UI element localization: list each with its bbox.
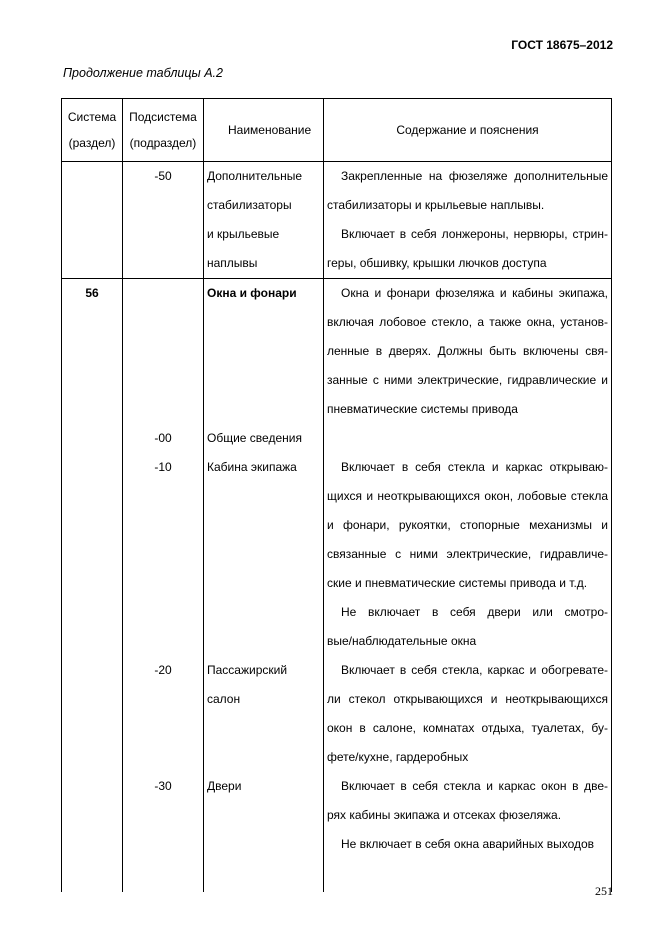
header-subsystem: Подсистема (подраздел)	[123, 99, 204, 162]
table-header-row	[62, 99, 612, 162]
cell-subsystem: -00	[123, 424, 204, 453]
cell-name: Двери	[204, 772, 324, 892]
classification-table	[61, 98, 612, 892]
cell-name: Пассажирский салон	[204, 656, 324, 772]
cell-system	[62, 162, 123, 279]
table-row	[62, 279, 612, 425]
cell-name: Кабина экипажа	[204, 453, 324, 656]
page-number: 251	[595, 884, 613, 898]
cell-subsystem	[123, 279, 204, 425]
header-name: Наименование	[204, 99, 324, 162]
cell-name: Окна и фонари	[204, 279, 324, 425]
cell-subsystem: -30	[123, 772, 204, 892]
table-row	[62, 424, 612, 453]
header-content: Содержание и пояснения	[324, 99, 612, 162]
table-row	[62, 162, 612, 279]
cell-subsystem: -10	[123, 453, 204, 656]
cell-system	[62, 424, 123, 453]
cell-subsystem: -20	[123, 656, 204, 772]
table-row	[62, 453, 612, 656]
cell-subsystem: -50	[123, 162, 204, 279]
cell-name: Общие сведения	[204, 424, 324, 453]
cell-system	[62, 453, 123, 656]
cell-content: Включает в себя стекла, каркас и обогревате- ли стекол открывающихся и неоткрывающихся окон в салоне, комнатах отдыха, туалетах, бу- фете/кухне, гардеробных	[324, 656, 612, 772]
cell-content: Окна и фонари фюзеляжа и кабины экипажа, включая лобовое стекло, а также окна, установ- ленные в дверях. Должны быть включены свя- занные с ними электрические, гидравлические и пневматические системы привода	[324, 279, 612, 425]
cell-name: Дополнительные стабилизаторы и крыльевые наплывы	[204, 162, 324, 279]
cell-content: Закрепленные на фюзеляже дополнительные стабилизаторы и крыльевые наплывы. Включает в себя лонжероны, нервюры, стрин- геры, обшивку, крышки лючков доступа	[324, 162, 612, 279]
standard-number: ГОСТ 18675–2012	[511, 38, 613, 52]
cell-content	[324, 424, 612, 453]
table-continuation-caption: Продолжение таблицы А.2	[63, 66, 223, 80]
table-row	[62, 772, 612, 892]
header-system: Система (раздел)	[62, 99, 123, 162]
cell-system	[62, 656, 123, 772]
cell-system	[62, 772, 123, 892]
cell-content: Включает в себя стекла и каркас окон в две- рях кабины экипажа и отсеках фюзеляжа. Не включает в себя окна аварийных выходов	[324, 772, 612, 892]
cell-system: 56	[62, 279, 123, 425]
cell-content: Включает в себя стекла и каркас открываю- щихся и неоткрывающихся окон, лобовые стекла и фонари, рукоятки, стопорные механизмы и связанные с ними электрические, гидравличе- ские и пневматические системы привода и т.д. Не включает в себя двери или смотро- вые/наблюдательные окна	[324, 453, 612, 656]
table-row	[62, 656, 612, 772]
